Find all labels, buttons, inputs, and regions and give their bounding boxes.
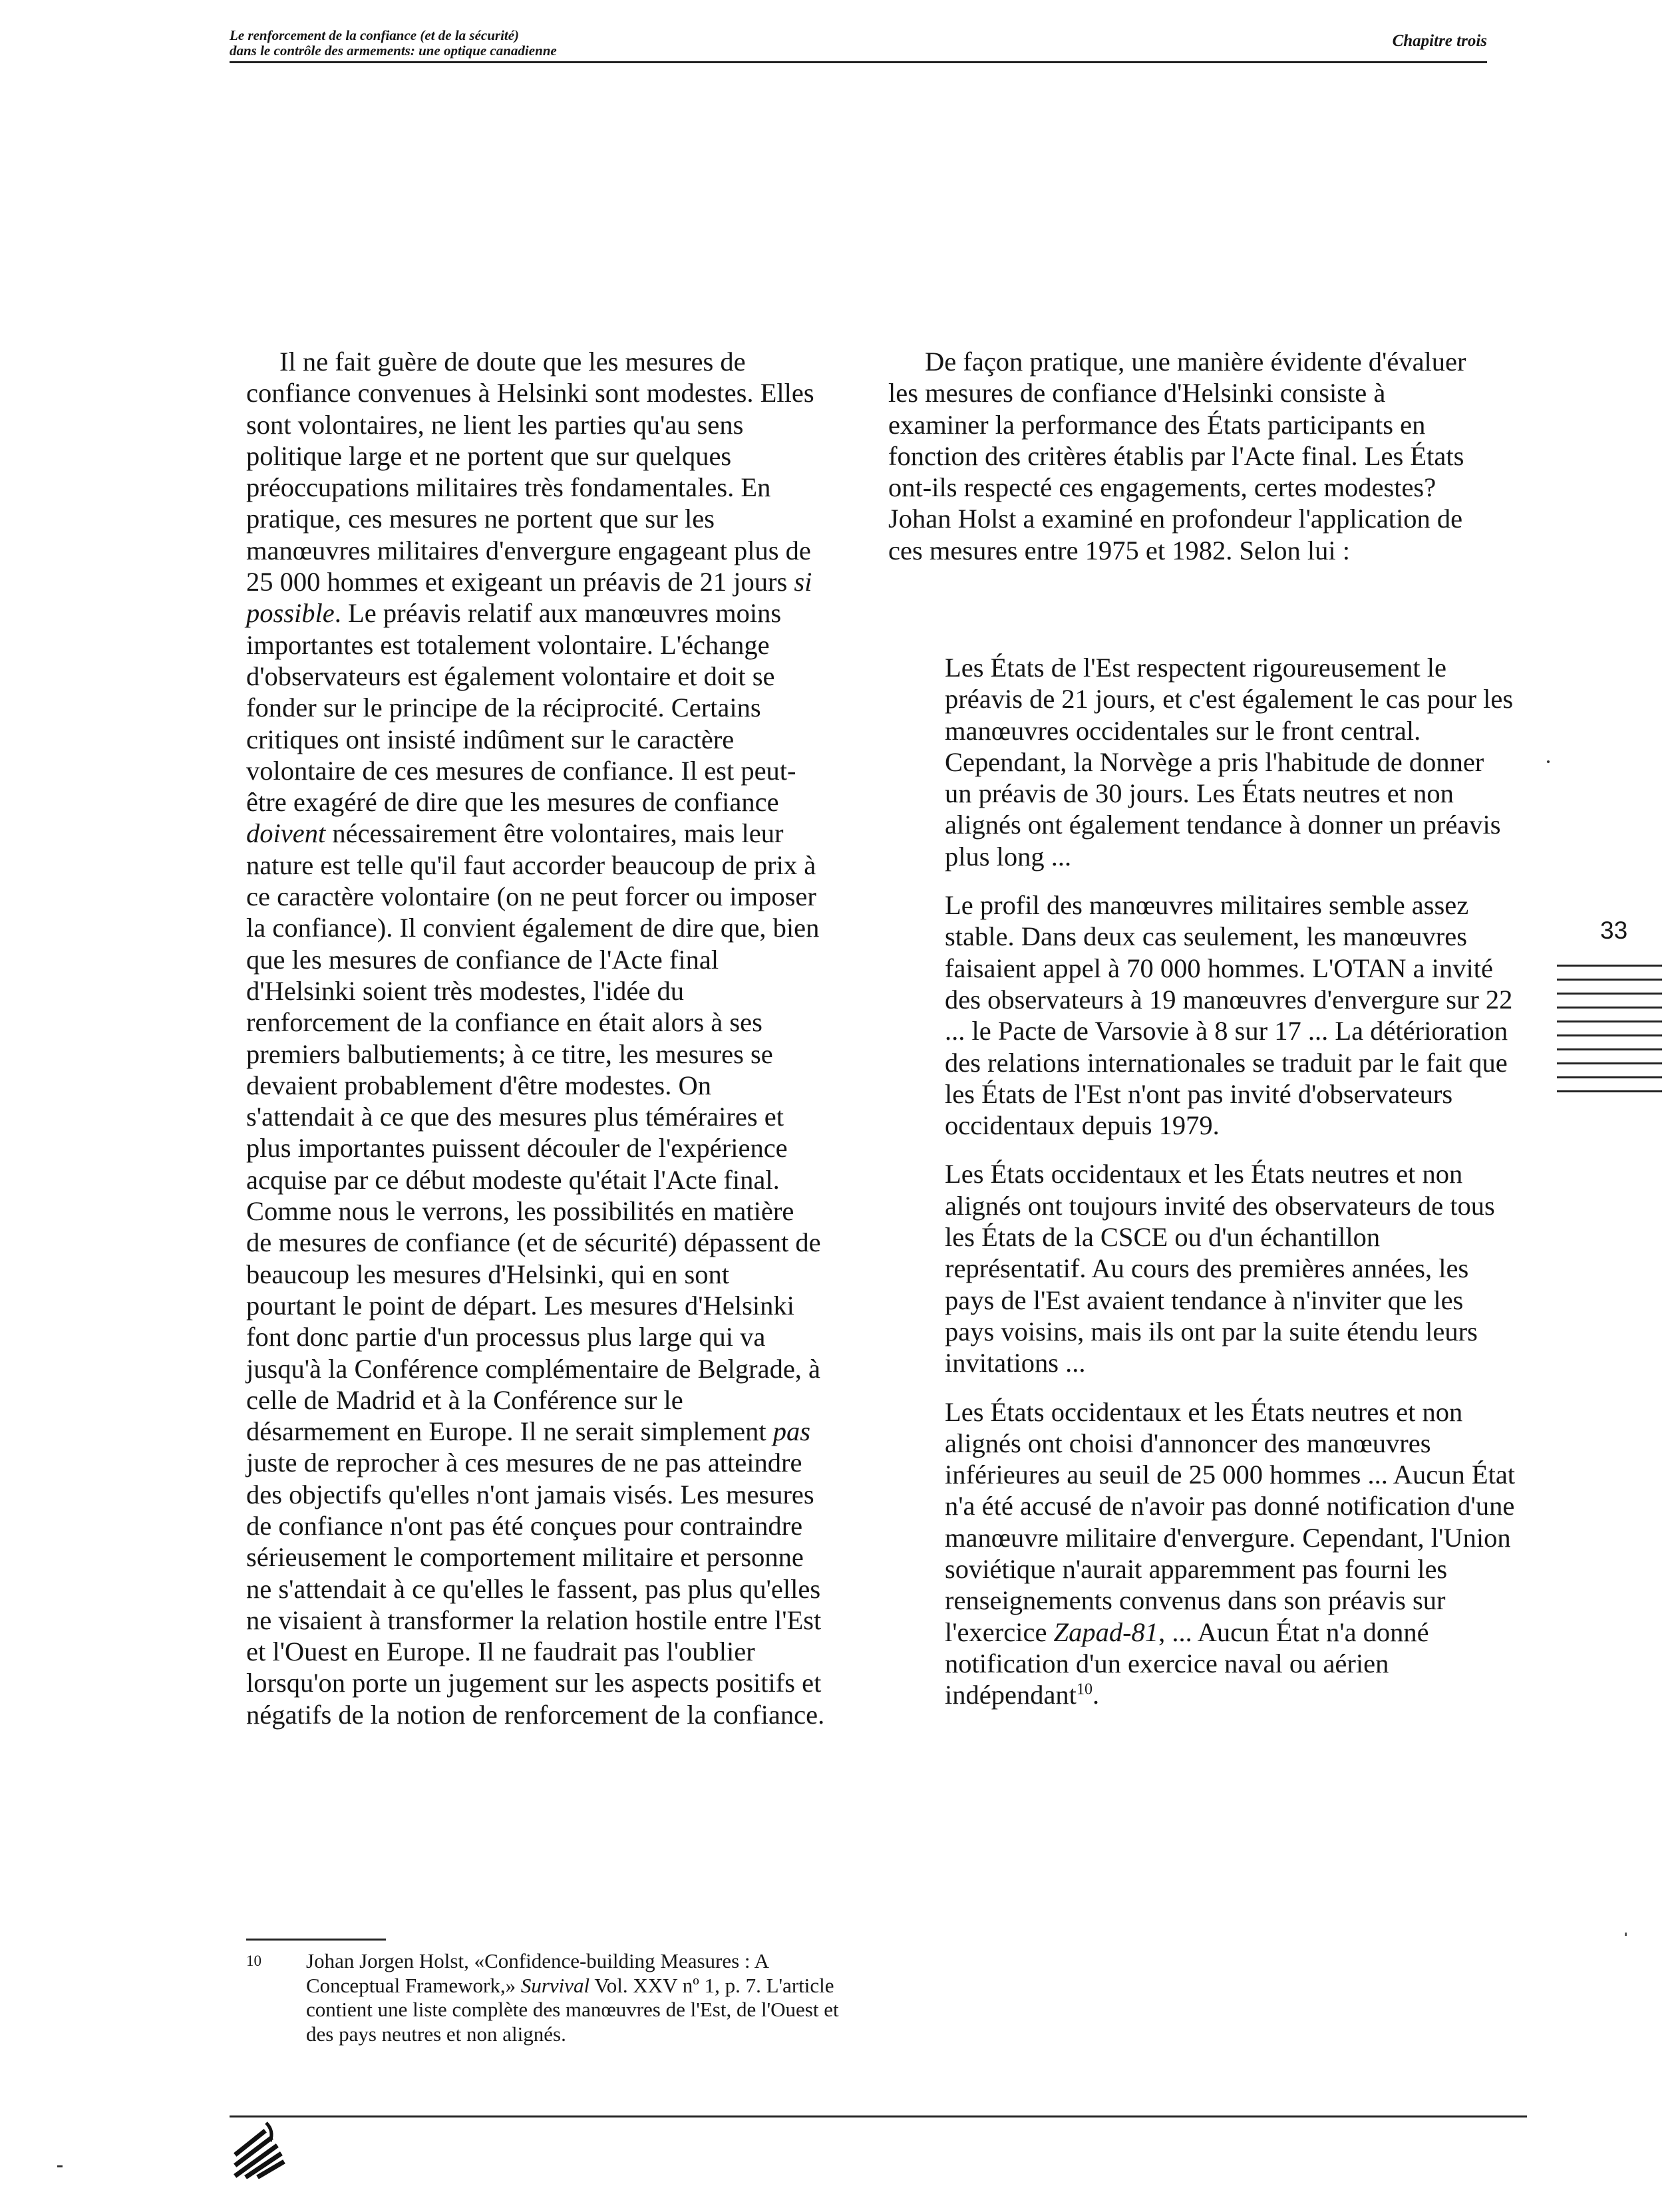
header-title-line1: Le renforcement de la confiance (et de la sécurité) xyxy=(230,27,520,43)
text-run: nécessairement être volontaires, mais leur nature est telle qu'il faut accorder beaucoup de prix à ce caractère volontaire (on ne peut forcer ou imposer la confiance). Il convient également de dire que, bien que les mesures de confiance de l'Acte final d'Helsinki soient très modestes, l'idée du renforcement de la confiance en était alors à ses premiers balbutiements; à ce titre, les mesures se devaient probablement d'être modestes. On s'attendait à ce que des mesures plus téméraires et plus importantes puissent découler de l'expérience acquise par ce début modeste qu'était l'Acte final. Comme nous le verrons, les possibilités en matière de mesures de confiance (et de sécurité) dépassent de beaucoup les mesures d'Helsinki, qui en sont pourtant le point de départ. Les mesures d'Helsinki font donc partie d'un processus plus large qui va jusqu'à la Conférence complémentaire de Belgrade, à celle de Madrid et à la Conférence sur le désarmement en Europe. Il ne serait simplement xyxy=(246,818,821,1447)
text-run: Il ne fait guère de doute que les mesures de confiance convenues à Helsinki sont modestes. Elles sont volontaires, ne lient les parties qu'au sens politique large et ne portent que sur quelques préoccupations militaires très fondamentales. En pratique, ces mesures ne portent que sur les manœuvres militaires d'envergure engageant plus de 25 000 hommes et exigeant un préavis de 21 jours xyxy=(246,347,814,597)
margin-rule xyxy=(1557,1062,1662,1064)
margin-rule xyxy=(1557,965,1662,967)
emphasis: si possible xyxy=(246,567,812,629)
header-title-line2: dans le contrôle des armements: une optique canadienne xyxy=(230,43,557,59)
page-number: 33 xyxy=(1600,917,1628,944)
text-run: juste de reprocher à ces mesures de ne pas atteindre des objectifs qu'elles n'ont jamais visés. Les mesures de confiance n'ont pas été conçues pour contraindre sérieusement le comportement militaire et personne ne s'attendait à ce qu'elles le fassent, pas plus qu'elles ne visaient à transformer la relation hostile entre l'Est et l'Ouest en Europe. Il ne faudrait pas l'oublier lorsqu'on porte un jugement sur les aspects positifs et négatifs de la notion de renforcement de la confiance. xyxy=(246,1448,825,1730)
margin-rule xyxy=(1557,1090,1662,1092)
publisher-logo-icon xyxy=(233,2119,286,2179)
speck xyxy=(57,2165,63,2167)
margin-rule xyxy=(1557,1034,1662,1036)
right-column-intro xyxy=(888,346,1484,566)
text-run: Les États occidentaux et les États neutres et non alignés ont choisi d'annoncer des manœuvres inférieures au seuil de 25 000 hommes ... Aucun État n'a été accusé de n'avoir pas donné notification d'une manœuvre militaire d'envergure. Cependant, l'Union soviétique n'aurait apparemment pas fourni les renseignements convenus dans son préavis sur l'exercice xyxy=(945,1396,1516,1647)
quote-paragraph-2: Le profil des manœuvres militaires semble assez stable. Dans deux cas seulement, les manœuvres faisaient appel à 70 000 hommes. L'OTAN a invité des observateurs à 19 manœuvres d'envergure sur 22 ... le Pacte de Varsovie à 8 sur 17 ... La détérioration des relations internationales se traduit par le fait que les États de l'Est n'ont pas invité d'observateurs occidentaux depuis 1979. xyxy=(945,890,1513,1141)
margin-rules xyxy=(1557,965,1662,1104)
margin-rule xyxy=(1557,1048,1662,1050)
quote-paragraph-4 xyxy=(945,1396,1517,1711)
footnote-text xyxy=(306,1949,865,2046)
footnote-number: 10 xyxy=(246,1953,261,1969)
intro-paragraph: De façon pratique, une manière évidente d'évaluer les mesures de confiance d'Helsinki consiste à examiner la performance des États participants en fonction des critères établis par l'Acte final. Les États ont-ils respecté ces engagements, certes modestes? Johan Holst a examiné en profondeur l'application de ces mesures entre 1975 et 1982. Selon lui : xyxy=(888,347,1466,565)
quote-paragraph-3: Les États occidentaux et les États neutres et non alignés ont toujours invité des observateurs de tous les États de la CSCE ou d'un échantillon représentatif. Au cours des premières années, les pays de l'Est avaient tendance à n'inviter que les pays voisins, mais ils ont par la suite étendu leurs invitations ... xyxy=(945,1159,1495,1378)
text-run: Vol. XXV nº 1, p. 7. L'article contient une liste complète des manœuvres de l'Est, de l'Ouest et des pays neutres et non alignés. xyxy=(306,1973,839,2046)
emphasis: pas xyxy=(772,1416,810,1447)
margin-rule xyxy=(1557,1020,1662,1022)
left-column xyxy=(246,346,825,1730)
emphasis: Zapad-81 xyxy=(1053,1617,1159,1647)
footnote xyxy=(246,1949,865,2046)
footnote-ref[interactable]: 10 xyxy=(1076,1680,1092,1698)
text-run: Johan Jorgen Holst, «Confidence-building Measures : A Conceptual Framework,» xyxy=(306,1949,768,1997)
margin-rule xyxy=(1557,1007,1662,1009)
running-header-title xyxy=(230,28,662,59)
header-rule xyxy=(230,61,1487,63)
margin-rule xyxy=(1557,1076,1662,1078)
footer-rule xyxy=(230,2115,1527,2117)
margin-rule xyxy=(1557,993,1662,995)
text-run: . xyxy=(1092,1680,1100,1710)
speck xyxy=(1625,1933,1627,1936)
margin-rule xyxy=(1557,979,1662,981)
block-quote xyxy=(945,652,1517,1728)
left-paragraph xyxy=(246,346,825,1730)
text-run: . Le préavis relatif aux manœuvres moins importantes est totalement volontaire. L'échange d'observateurs est également volontaire et doit se fonder sur le principe de la réciprocité. Certains critiques ont insisté indûment sur le caractère volontaire de ces mesures de confiance. Il est peut-être exagéré de dire que les mesures de confiance xyxy=(246,598,796,818)
footnote-rule xyxy=(246,1939,386,1941)
emphasis: Survival xyxy=(520,1973,590,1997)
quote-paragraph-1: Les États de l'Est respectent rigoureusement le préavis de 21 jours, et c'est également le cas pour les manœuvres occidentales sur le front central. Cependant, la Norvège a pris l'habitude de donner un préavis de 30 jours. Les États neutres et non alignés ont également tendance à donner un préavis plus long ... xyxy=(945,653,1514,871)
emphasis: doivent xyxy=(246,818,326,849)
text-run: , ... Aucun État n'a donné notification d'un exercice naval ou aérien indépendant xyxy=(945,1617,1429,1710)
speck xyxy=(1547,760,1550,763)
chapter-label: Chapitre trois xyxy=(1392,32,1487,50)
